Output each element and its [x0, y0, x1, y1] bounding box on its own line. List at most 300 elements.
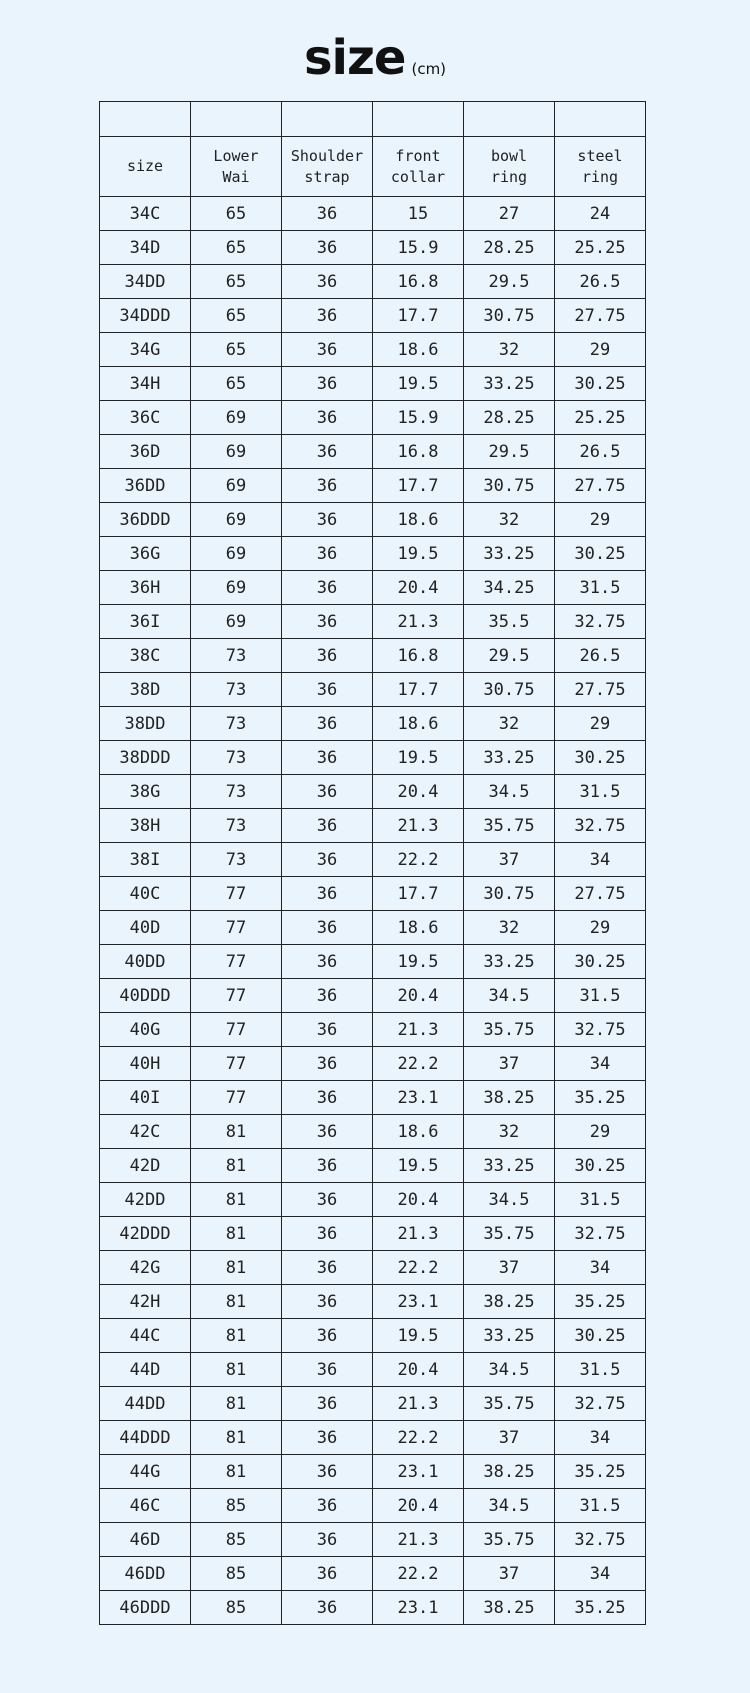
- lower-wai-cell: 77: [191, 911, 282, 945]
- size-table: [99, 101, 646, 1625]
- cup-size-cell: 38H: [100, 809, 191, 843]
- front-collar-cell: 18.6: [373, 707, 464, 741]
- bowl-ring-cell: 37: [464, 1557, 555, 1591]
- table-row: [100, 1353, 646, 1387]
- table-row: [100, 401, 646, 435]
- title-unit: (cm): [411, 60, 447, 78]
- front-collar-cell: 22.2: [373, 1047, 464, 1081]
- lower-wai-cell: 65: [191, 265, 282, 299]
- bowl-ring-cell: 34.5: [464, 1183, 555, 1217]
- bowl-ring-cell: 32: [464, 333, 555, 367]
- page-title: [0, 30, 750, 86]
- cup-size-cell: 38D: [100, 673, 191, 707]
- blank-cell: [555, 102, 646, 137]
- header-cell-lower-wai: [191, 137, 282, 197]
- front-collar-cell: 17.7: [373, 673, 464, 707]
- steel-ring-cell: 30.25: [555, 945, 646, 979]
- cup-size-cell: 40DD: [100, 945, 191, 979]
- front-collar-cell: 18.6: [373, 911, 464, 945]
- shoulder-strap-cell: 36: [282, 1047, 373, 1081]
- table-row: [100, 1591, 646, 1625]
- steel-ring-cell: 31.5: [555, 571, 646, 605]
- steel-ring-cell: 26.5: [555, 265, 646, 299]
- bowl-ring-cell: 38.25: [464, 1285, 555, 1319]
- lower-wai-cell: 65: [191, 333, 282, 367]
- lower-wai-cell: 69: [191, 469, 282, 503]
- blank-cell: [100, 102, 191, 137]
- bowl-ring-cell: 30.75: [464, 299, 555, 333]
- table-row: [100, 1251, 646, 1285]
- bowl-ring-cell: 32: [464, 1115, 555, 1149]
- cup-size-cell: 46D: [100, 1523, 191, 1557]
- front-collar-cell: 23.1: [373, 1455, 464, 1489]
- cup-size-cell: 42H: [100, 1285, 191, 1319]
- blank-row: [100, 102, 646, 137]
- size-table-body: [100, 102, 646, 1625]
- bowl-ring-cell: 33.25: [464, 1319, 555, 1353]
- table-row: [100, 1149, 646, 1183]
- cup-size-cell: 40G: [100, 1013, 191, 1047]
- steel-ring-cell: 32.75: [555, 1387, 646, 1421]
- bowl-ring-cell: 29.5: [464, 265, 555, 299]
- table-row: [100, 1183, 646, 1217]
- lower-wai-cell: 77: [191, 1081, 282, 1115]
- bowl-ring-cell: 33.25: [464, 741, 555, 775]
- cup-size-cell: 36C: [100, 401, 191, 435]
- bowl-ring-cell: 33.25: [464, 945, 555, 979]
- lower-wai-cell: 81: [191, 1217, 282, 1251]
- shoulder-strap-cell: 36: [282, 673, 373, 707]
- table-row: [100, 503, 646, 537]
- header-cell-steel-ring: [555, 137, 646, 197]
- shoulder-strap-cell: 36: [282, 809, 373, 843]
- cup-size-cell: 40I: [100, 1081, 191, 1115]
- shoulder-strap-cell: 36: [282, 197, 373, 231]
- lower-wai-cell: 77: [191, 1047, 282, 1081]
- shoulder-strap-cell: 36: [282, 333, 373, 367]
- cup-size-cell: 34DDD: [100, 299, 191, 333]
- shoulder-strap-cell: 36: [282, 1489, 373, 1523]
- shoulder-strap-cell: 36: [282, 707, 373, 741]
- blank-cell: [191, 102, 282, 137]
- cup-size-cell: 42C: [100, 1115, 191, 1149]
- bowl-ring-cell: 37: [464, 1251, 555, 1285]
- lower-wai-cell: 65: [191, 299, 282, 333]
- lower-wai-cell: 73: [191, 741, 282, 775]
- lower-wai-cell: 85: [191, 1591, 282, 1625]
- cup-size-cell: 44DDD: [100, 1421, 191, 1455]
- table-row: [100, 469, 646, 503]
- cup-size-cell: 34H: [100, 367, 191, 401]
- front-collar-cell: 18.6: [373, 503, 464, 537]
- cup-size-cell: 38G: [100, 775, 191, 809]
- front-collar-cell: 19.5: [373, 945, 464, 979]
- steel-ring-cell: 35.25: [555, 1285, 646, 1319]
- front-collar-cell: 18.6: [373, 1115, 464, 1149]
- bowl-ring-cell: 35.75: [464, 1387, 555, 1421]
- lower-wai-cell: 77: [191, 877, 282, 911]
- table-row: [100, 333, 646, 367]
- front-collar-cell: 17.7: [373, 469, 464, 503]
- shoulder-strap-cell: 36: [282, 639, 373, 673]
- bowl-ring-cell: 35.75: [464, 1013, 555, 1047]
- table-row: [100, 1557, 646, 1591]
- lower-wai-cell: 81: [191, 1285, 282, 1319]
- lower-wai-cell: 81: [191, 1251, 282, 1285]
- front-collar-cell: 19.5: [373, 741, 464, 775]
- shoulder-strap-cell: 36: [282, 401, 373, 435]
- steel-ring-cell: 30.25: [555, 1149, 646, 1183]
- front-collar-cell: 22.2: [373, 843, 464, 877]
- cup-size-cell: 42G: [100, 1251, 191, 1285]
- table-row: [100, 1489, 646, 1523]
- shoulder-strap-cell: 36: [282, 605, 373, 639]
- lower-wai-cell: 69: [191, 401, 282, 435]
- blank-cell: [464, 102, 555, 137]
- steel-ring-cell: 27.75: [555, 469, 646, 503]
- front-collar-cell: 23.1: [373, 1285, 464, 1319]
- steel-ring-cell: 34: [555, 843, 646, 877]
- shoulder-strap-cell: 36: [282, 265, 373, 299]
- lower-wai-cell: 85: [191, 1489, 282, 1523]
- shoulder-strap-cell: 36: [282, 503, 373, 537]
- lower-wai-cell: 73: [191, 809, 282, 843]
- steel-ring-cell: 34: [555, 1047, 646, 1081]
- shoulder-strap-cell: 36: [282, 435, 373, 469]
- header-label: front: [395, 146, 441, 165]
- front-collar-cell: 18.6: [373, 333, 464, 367]
- table-row: [100, 945, 646, 979]
- lower-wai-cell: 77: [191, 979, 282, 1013]
- lower-wai-cell: 85: [191, 1557, 282, 1591]
- lower-wai-cell: 73: [191, 707, 282, 741]
- cup-size-cell: 44D: [100, 1353, 191, 1387]
- shoulder-strap-cell: 36: [282, 877, 373, 911]
- cup-size-cell: 46DD: [100, 1557, 191, 1591]
- cup-size-cell: 38DDD: [100, 741, 191, 775]
- bowl-ring-cell: 33.25: [464, 537, 555, 571]
- table-row: [100, 197, 646, 231]
- steel-ring-cell: 29: [555, 707, 646, 741]
- front-collar-cell: 20.4: [373, 1353, 464, 1387]
- steel-ring-cell: 31.5: [555, 1489, 646, 1523]
- front-collar-cell: 23.1: [373, 1591, 464, 1625]
- lower-wai-cell: 69: [191, 435, 282, 469]
- header-label: ring: [581, 167, 619, 186]
- front-collar-cell: 19.5: [373, 1319, 464, 1353]
- table-row: [100, 1013, 646, 1047]
- bowl-ring-cell: 32: [464, 503, 555, 537]
- lower-wai-cell: 81: [191, 1115, 282, 1149]
- table-row: [100, 911, 646, 945]
- shoulder-strap-cell: 36: [282, 537, 373, 571]
- cup-size-cell: 38C: [100, 639, 191, 673]
- table-row: [100, 877, 646, 911]
- steel-ring-cell: 29: [555, 333, 646, 367]
- steel-ring-cell: 29: [555, 911, 646, 945]
- table-row: [100, 1217, 646, 1251]
- steel-ring-cell: 34: [555, 1557, 646, 1591]
- shoulder-strap-cell: 36: [282, 1115, 373, 1149]
- front-collar-cell: 19.5: [373, 367, 464, 401]
- table-row: [100, 1285, 646, 1319]
- front-collar-cell: 16.8: [373, 265, 464, 299]
- bowl-ring-cell: 37: [464, 843, 555, 877]
- cup-size-cell: 40C: [100, 877, 191, 911]
- table-row: [100, 1455, 646, 1489]
- cup-size-cell: 44C: [100, 1319, 191, 1353]
- cup-size-cell: 38I: [100, 843, 191, 877]
- steel-ring-cell: 25.25: [555, 401, 646, 435]
- steel-ring-cell: 27.75: [555, 673, 646, 707]
- table-row: [100, 537, 646, 571]
- lower-wai-cell: 65: [191, 367, 282, 401]
- lower-wai-cell: 81: [191, 1319, 282, 1353]
- bowl-ring-cell: 35.75: [464, 1217, 555, 1251]
- front-collar-cell: 17.7: [373, 299, 464, 333]
- front-collar-cell: 15.9: [373, 401, 464, 435]
- cup-size-cell: 42D: [100, 1149, 191, 1183]
- table-row: [100, 299, 646, 333]
- shoulder-strap-cell: 36: [282, 775, 373, 809]
- bowl-ring-cell: 30.75: [464, 469, 555, 503]
- front-collar-cell: 20.4: [373, 979, 464, 1013]
- shoulder-strap-cell: 36: [282, 1421, 373, 1455]
- bowl-ring-cell: 35.5: [464, 605, 555, 639]
- table-row: [100, 639, 646, 673]
- table-row: [100, 741, 646, 775]
- shoulder-strap-cell: 36: [282, 911, 373, 945]
- shoulder-strap-cell: 36: [282, 1557, 373, 1591]
- table-row: [100, 1387, 646, 1421]
- lower-wai-cell: 69: [191, 537, 282, 571]
- lower-wai-cell: 81: [191, 1387, 282, 1421]
- header-cell-size: [100, 137, 191, 197]
- table-row: [100, 367, 646, 401]
- bowl-ring-cell: 32: [464, 707, 555, 741]
- lower-wai-cell: 85: [191, 1523, 282, 1557]
- front-collar-cell: 21.3: [373, 1217, 464, 1251]
- steel-ring-cell: 32.75: [555, 1523, 646, 1557]
- lower-wai-cell: 73: [191, 775, 282, 809]
- steel-ring-cell: 31.5: [555, 979, 646, 1013]
- cup-size-cell: 36DD: [100, 469, 191, 503]
- steel-ring-cell: 32.75: [555, 605, 646, 639]
- shoulder-strap-cell: 36: [282, 1217, 373, 1251]
- front-collar-cell: 21.3: [373, 605, 464, 639]
- front-collar-cell: 16.8: [373, 639, 464, 673]
- cup-size-cell: 36I: [100, 605, 191, 639]
- steel-ring-cell: 26.5: [555, 639, 646, 673]
- steel-ring-cell: 27.75: [555, 299, 646, 333]
- title-text: size: [303, 30, 406, 86]
- shoulder-strap-cell: 36: [282, 367, 373, 401]
- bowl-ring-cell: 28.25: [464, 231, 555, 265]
- lower-wai-cell: 65: [191, 231, 282, 265]
- lower-wai-cell: 69: [191, 605, 282, 639]
- table-row: [100, 843, 646, 877]
- lower-wai-cell: 73: [191, 673, 282, 707]
- cup-size-cell: 34G: [100, 333, 191, 367]
- bowl-ring-cell: 28.25: [464, 401, 555, 435]
- table-row: [100, 1081, 646, 1115]
- bowl-ring-cell: 30.75: [464, 673, 555, 707]
- header-label: Shoulder: [290, 146, 364, 165]
- table-row: [100, 435, 646, 469]
- bowl-ring-cell: 32: [464, 911, 555, 945]
- table-row: [100, 979, 646, 1013]
- shoulder-strap-cell: 36: [282, 1523, 373, 1557]
- lower-wai-cell: 65: [191, 197, 282, 231]
- steel-ring-cell: 30.25: [555, 537, 646, 571]
- steel-ring-cell: 29: [555, 1115, 646, 1149]
- header-label: ring: [490, 167, 528, 186]
- cup-size-cell: 44G: [100, 1455, 191, 1489]
- bowl-ring-cell: 34.5: [464, 775, 555, 809]
- steel-ring-cell: 31.5: [555, 775, 646, 809]
- bowl-ring-cell: 30.75: [464, 877, 555, 911]
- cup-size-cell: 36G: [100, 537, 191, 571]
- header-label: size: [126, 157, 164, 175]
- header-label: Lower: [213, 146, 259, 165]
- shoulder-strap-cell: 36: [282, 1251, 373, 1285]
- header-label: steel: [577, 146, 623, 165]
- cup-size-cell: 36DDD: [100, 503, 191, 537]
- bowl-ring-cell: 29.5: [464, 435, 555, 469]
- steel-ring-cell: 35.25: [555, 1081, 646, 1115]
- cup-size-cell: 34D: [100, 231, 191, 265]
- steel-ring-cell: 25.25: [555, 231, 646, 265]
- steel-ring-cell: 32.75: [555, 1217, 646, 1251]
- steel-ring-cell: 31.5: [555, 1353, 646, 1387]
- table-row: [100, 707, 646, 741]
- lower-wai-cell: 81: [191, 1183, 282, 1217]
- steel-ring-cell: 30.25: [555, 1319, 646, 1353]
- steel-ring-cell: 32.75: [555, 809, 646, 843]
- shoulder-strap-cell: 36: [282, 979, 373, 1013]
- shoulder-strap-cell: 36: [282, 469, 373, 503]
- lower-wai-cell: 77: [191, 945, 282, 979]
- shoulder-strap-cell: 36: [282, 1455, 373, 1489]
- shoulder-strap-cell: 36: [282, 741, 373, 775]
- lower-wai-cell: 81: [191, 1353, 282, 1387]
- shoulder-strap-cell: 36: [282, 843, 373, 877]
- front-collar-cell: 21.3: [373, 1387, 464, 1421]
- front-collar-cell: 20.4: [373, 775, 464, 809]
- table-row: [100, 1047, 646, 1081]
- shoulder-strap-cell: 36: [282, 299, 373, 333]
- shoulder-strap-cell: 36: [282, 1353, 373, 1387]
- bowl-ring-cell: 34.25: [464, 571, 555, 605]
- header-label: collar: [390, 167, 446, 186]
- table-row: [100, 1421, 646, 1455]
- header-cell-bowl-ring: [464, 137, 555, 197]
- steel-ring-cell: 31.5: [555, 1183, 646, 1217]
- shoulder-strap-cell: 36: [282, 571, 373, 605]
- lower-wai-cell: 73: [191, 843, 282, 877]
- table-row: [100, 673, 646, 707]
- steel-ring-cell: 30.25: [555, 741, 646, 775]
- lower-wai-cell: 81: [191, 1455, 282, 1489]
- front-collar-cell: 17.7: [373, 877, 464, 911]
- shoulder-strap-cell: 36: [282, 1591, 373, 1625]
- table-row: [100, 775, 646, 809]
- steel-ring-cell: 34: [555, 1421, 646, 1455]
- front-collar-cell: 20.4: [373, 571, 464, 605]
- cup-size-cell: 40DDD: [100, 979, 191, 1013]
- steel-ring-cell: 24: [555, 197, 646, 231]
- table-row: [100, 1115, 646, 1149]
- table-row: [100, 571, 646, 605]
- bowl-ring-cell: 33.25: [464, 1149, 555, 1183]
- front-collar-cell: 20.4: [373, 1489, 464, 1523]
- cup-size-cell: 38DD: [100, 707, 191, 741]
- steel-ring-cell: 35.25: [555, 1455, 646, 1489]
- bowl-ring-cell: 37: [464, 1047, 555, 1081]
- front-collar-cell: 15: [373, 197, 464, 231]
- lower-wai-cell: 77: [191, 1013, 282, 1047]
- blank-cell: [373, 102, 464, 137]
- bowl-ring-cell: 33.25: [464, 367, 555, 401]
- lower-wai-cell: 81: [191, 1149, 282, 1183]
- cup-size-cell: 36D: [100, 435, 191, 469]
- front-collar-cell: 22.2: [373, 1557, 464, 1591]
- bowl-ring-cell: 35.75: [464, 809, 555, 843]
- header-label: strap: [304, 167, 350, 186]
- steel-ring-cell: 34: [555, 1251, 646, 1285]
- shoulder-strap-cell: 36: [282, 1183, 373, 1217]
- cup-size-cell: 46C: [100, 1489, 191, 1523]
- table-row: [100, 265, 646, 299]
- shoulder-strap-cell: 36: [282, 1149, 373, 1183]
- shoulder-strap-cell: 36: [282, 1013, 373, 1047]
- header-cell-shoulder-strap: [282, 137, 373, 197]
- header-label: bowl: [490, 146, 528, 165]
- bowl-ring-cell: 34.5: [464, 1489, 555, 1523]
- shoulder-strap-cell: 36: [282, 945, 373, 979]
- bowl-ring-cell: 35.75: [464, 1523, 555, 1557]
- bowl-ring-cell: 27: [464, 197, 555, 231]
- front-collar-cell: 21.3: [373, 809, 464, 843]
- table-row: [100, 605, 646, 639]
- shoulder-strap-cell: 36: [282, 1081, 373, 1115]
- front-collar-cell: 22.2: [373, 1251, 464, 1285]
- steel-ring-cell: 30.25: [555, 367, 646, 401]
- lower-wai-cell: 73: [191, 639, 282, 673]
- steel-ring-cell: 29: [555, 503, 646, 537]
- table-row: [100, 809, 646, 843]
- front-collar-cell: 21.3: [373, 1523, 464, 1557]
- shoulder-strap-cell: 36: [282, 1285, 373, 1319]
- header-row: [100, 137, 646, 197]
- cup-size-cell: 44DD: [100, 1387, 191, 1421]
- header-label: Wai: [222, 167, 250, 186]
- front-collar-cell: 19.5: [373, 1149, 464, 1183]
- table-row: [100, 1319, 646, 1353]
- bowl-ring-cell: 34.5: [464, 1353, 555, 1387]
- shoulder-strap-cell: 36: [282, 1387, 373, 1421]
- steel-ring-cell: 32.75: [555, 1013, 646, 1047]
- blank-cell: [282, 102, 373, 137]
- bowl-ring-cell: 38.25: [464, 1591, 555, 1625]
- header-cell-front-collar: [373, 137, 464, 197]
- bowl-ring-cell: 38.25: [464, 1081, 555, 1115]
- steel-ring-cell: 26.5: [555, 435, 646, 469]
- front-collar-cell: 16.8: [373, 435, 464, 469]
- front-collar-cell: 21.3: [373, 1013, 464, 1047]
- cup-size-cell: 40H: [100, 1047, 191, 1081]
- lower-wai-cell: 69: [191, 503, 282, 537]
